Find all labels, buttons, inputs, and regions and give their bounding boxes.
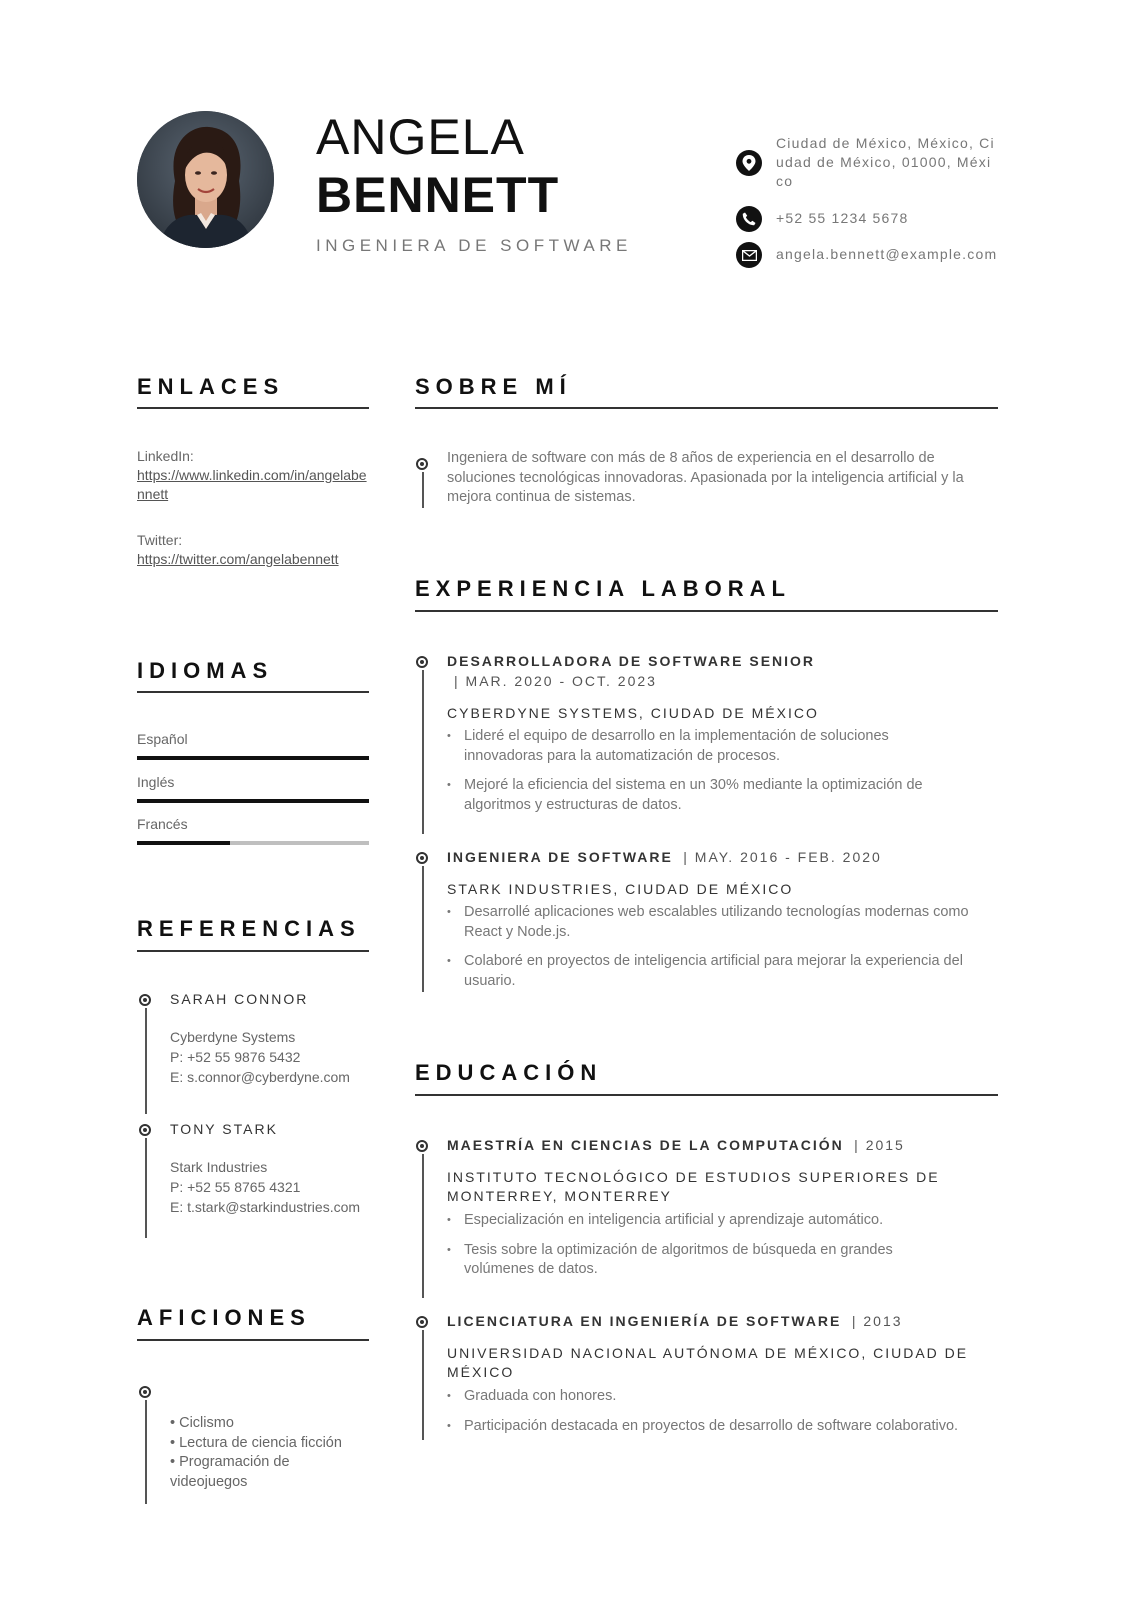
job-title: INGENIERA DE SOFTWARE bbox=[316, 236, 632, 255]
twitter-link[interactable]: https://twitter.com/angelabennett bbox=[137, 551, 339, 567]
reference-name: TONY STARK bbox=[170, 1121, 278, 1137]
language-level-bar bbox=[137, 756, 369, 760]
language-level-bar bbox=[137, 841, 369, 845]
bullet-item: • Mejoré la eficiencia del sistema en un 30% mediante la optimización de algoritmos y estructuras de datos. bbox=[447, 776, 957, 815]
timeline-line bbox=[422, 866, 424, 992]
experience-bullets bbox=[447, 903, 977, 991]
hobby-item: • Programación de videojuegos bbox=[170, 1454, 290, 1490]
timeline-marker bbox=[416, 1316, 428, 1328]
experience-header bbox=[447, 848, 882, 867]
bullet-item: • Graduada con honores. bbox=[447, 1387, 1007, 1407]
linkedin-link[interactable]: https://www.linkedin.com/in/angelabennett bbox=[137, 467, 367, 502]
profile-photo bbox=[137, 111, 274, 248]
about-rule bbox=[415, 407, 998, 409]
phone-icon bbox=[736, 206, 762, 232]
education-degree: MAESTRÍA EN CIENCIAS DE LA COMPUTACIÓN bbox=[447, 1137, 844, 1153]
experience-company: STARK INDUSTRIES, CIUDAD DE MÉXICO bbox=[447, 881, 794, 897]
education-heading: EDUCACIÓN bbox=[415, 1060, 603, 1085]
experience-role: INGENIERA DE SOFTWARE bbox=[447, 849, 673, 865]
timeline-line bbox=[422, 1330, 424, 1440]
hobby-item: • Lectura de ciencia ficción bbox=[170, 1434, 342, 1451]
education-header bbox=[447, 1136, 905, 1155]
reference-details bbox=[170, 1027, 370, 1087]
language-level-fill bbox=[137, 799, 369, 803]
bullet-item: • Participación destacada en proyectos de desarrollo de software colaborativo. bbox=[447, 1417, 1007, 1437]
languages-rule bbox=[137, 691, 369, 693]
references-rule bbox=[137, 950, 369, 952]
bullet-item: • Colaboré en proyectos de inteligencia artificial para mejorar la experiencia del usuario. bbox=[447, 952, 977, 991]
link-label: Twitter: bbox=[137, 532, 183, 548]
contact-address: Ciudad de México, México, Ciudad de México, 01000, México bbox=[776, 135, 995, 189]
timeline-marker bbox=[139, 1124, 151, 1136]
link-item-linkedin bbox=[137, 447, 369, 504]
link-item-twitter bbox=[137, 531, 369, 569]
education-header bbox=[447, 1312, 903, 1331]
hobby-list bbox=[170, 1414, 370, 1492]
experience-dates: | MAR. 2020 - OCT. 2023 bbox=[454, 673, 657, 689]
portrait-image bbox=[137, 111, 274, 248]
timeline-line bbox=[422, 472, 424, 508]
languages-heading: IDIOMAS bbox=[137, 658, 274, 683]
education-degree: LICENCIATURA EN INGENIERÍA DE SOFTWARE bbox=[447, 1313, 842, 1329]
experience-rule bbox=[415, 610, 998, 612]
education-year: | 2015 bbox=[854, 1137, 905, 1153]
language-name: Español bbox=[137, 731, 188, 747]
language-level-fill bbox=[137, 841, 230, 845]
contact-email: angela.bennett@example.com bbox=[776, 246, 998, 262]
experience-dates: | MAY. 2016 - FEB. 2020 bbox=[683, 849, 882, 865]
timeline-marker bbox=[416, 458, 428, 470]
reference-company: Cyberdyne Systems bbox=[170, 1029, 296, 1045]
language-name: Inglés bbox=[137, 774, 175, 790]
education-year: | 2013 bbox=[851, 1313, 903, 1329]
envelope-icon bbox=[736, 242, 762, 268]
reference-company: Stark Industries bbox=[170, 1159, 268, 1175]
bullet-item: • Desarrollé aplicaciones web escalables utilizando tecnologías modernas como React y Node.js. bbox=[447, 903, 977, 942]
bullet-item: • Tesis sobre la optimización de algoritmos de búsqueda en grandes volúmenes de datos. bbox=[447, 1241, 957, 1280]
about-heading: SOBRE MÍ bbox=[415, 374, 572, 399]
education-bullets bbox=[447, 1211, 957, 1280]
links-rule bbox=[137, 407, 369, 409]
experience-company: CYBERDYNE SYSTEMS, CIUDAD DE MÉXICO bbox=[447, 705, 819, 721]
timeline-marker bbox=[416, 852, 428, 864]
reference-name: SARAH CONNOR bbox=[170, 991, 309, 1007]
timeline-line bbox=[145, 1008, 147, 1114]
timeline-marker bbox=[139, 1386, 151, 1398]
hobby-item: • Ciclismo bbox=[170, 1415, 234, 1431]
language-name: Francés bbox=[137, 816, 188, 832]
experience-bullets bbox=[447, 727, 957, 815]
experience-role: DESARROLLADORA DE SOFTWARE SENIOR bbox=[447, 653, 816, 669]
timeline-line bbox=[422, 1154, 424, 1298]
references-heading: REFERENCIAS bbox=[137, 916, 361, 941]
experience-heading: EXPERIENCIA LABORAL bbox=[415, 576, 791, 601]
timeline-line bbox=[422, 670, 424, 834]
reference-email: E: t.stark@starkindustries.com bbox=[170, 1199, 361, 1215]
first-name: ANGELA bbox=[316, 109, 525, 165]
education-rule bbox=[415, 1094, 998, 1096]
about-text: Ingeniera de software con más de 8 años de experiencia en el desarrollo de soluciones tecnológicas innovadoras. Apasionada por la inteligencia artificial y la mejora continua de sistemas. bbox=[447, 450, 964, 505]
education-school: UNIVERSIDAD NACIONAL AUTÓNOMA DE MÉXICO, CIUDAD DE MÉXICO bbox=[447, 1345, 969, 1380]
contact-phone: +52 55 1234 5678 bbox=[776, 210, 909, 226]
reference-details bbox=[170, 1157, 362, 1217]
reference-phone: P: +52 55 8765 4321 bbox=[170, 1179, 301, 1195]
bullet-item: • Lideré el equipo de desarrollo en la implementación de soluciones innovadoras para la automatización de procesos. bbox=[447, 727, 957, 766]
hobbies-rule bbox=[137, 1339, 369, 1341]
timeline-line bbox=[145, 1138, 147, 1238]
timeline-marker bbox=[416, 656, 428, 668]
links-heading: ENLACES bbox=[137, 374, 285, 399]
language-level-fill bbox=[137, 756, 369, 760]
location-pin-icon bbox=[736, 150, 762, 176]
reference-email: E: s.connor@cyberdyne.com bbox=[170, 1069, 350, 1085]
education-bullets bbox=[447, 1387, 1007, 1436]
timeline-marker bbox=[416, 1140, 428, 1152]
bullet-item: • Especialización en inteligencia artificial y aprendizaje automático. bbox=[447, 1211, 957, 1231]
last-name: BENNETT bbox=[316, 167, 560, 223]
timeline-marker bbox=[139, 994, 151, 1006]
hobbies-heading: AFICIONES bbox=[137, 1305, 311, 1330]
reference-phone: P: +52 55 9876 5432 bbox=[170, 1049, 301, 1065]
education-school: INSTITUTO TECNOLÓGICO DE ESTUDIOS SUPERIORES DE MONTERREY, MONTERREY bbox=[447, 1169, 940, 1204]
timeline-line bbox=[145, 1400, 147, 1504]
link-label: LinkedIn: bbox=[137, 448, 194, 464]
language-level-bar bbox=[137, 799, 369, 803]
